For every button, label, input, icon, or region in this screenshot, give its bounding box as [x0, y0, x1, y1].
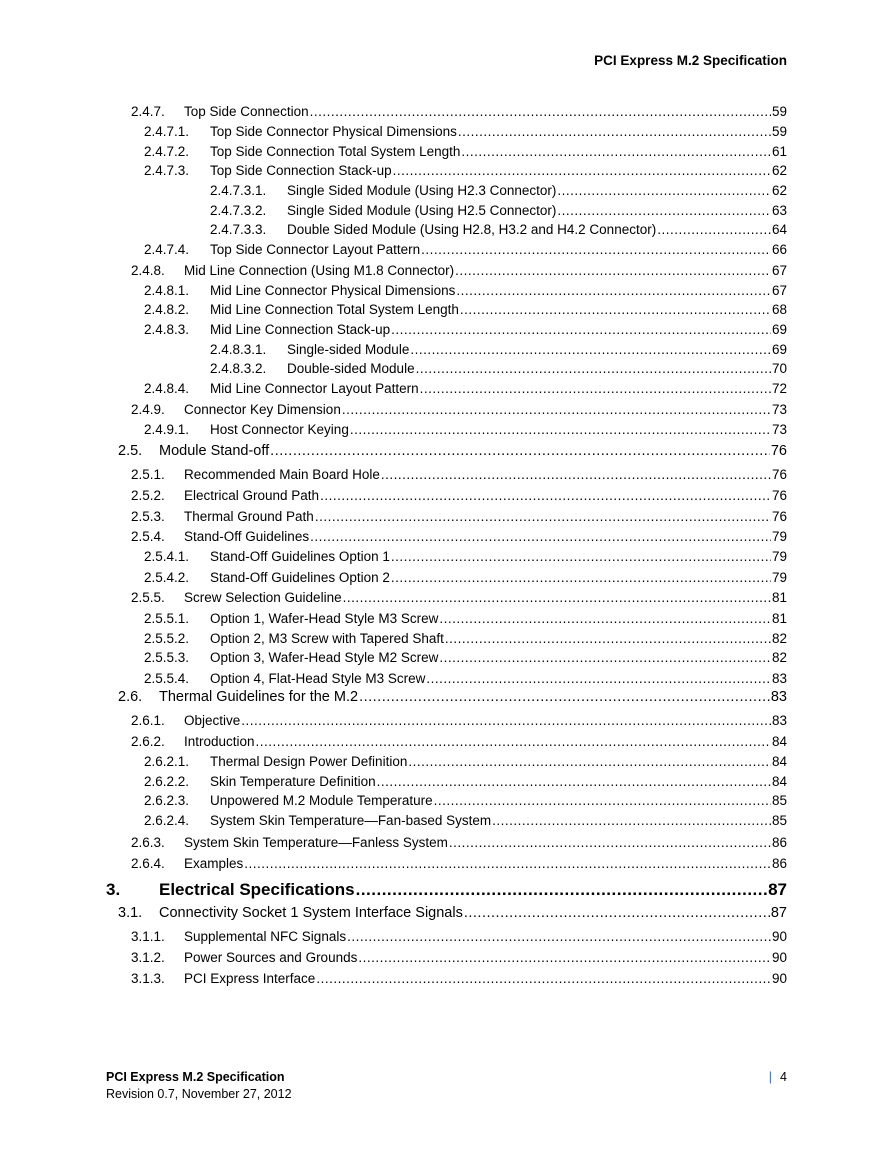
toc-entry[interactable]	[144, 570, 787, 585]
toc-entry-number: 2.5.4.2.	[144, 570, 190, 585]
toc-entry[interactable]	[144, 813, 787, 828]
toc-entry-title: Screw Selection Guideline	[184, 590, 342, 605]
footer-revision: Revision 0.7, November 27, 2012	[106, 1087, 292, 1101]
toc-entry-title: Mid Line Connector Layout Pattern	[210, 381, 419, 396]
toc-entry-title: PCI Express Interface	[184, 971, 316, 986]
toc-dot-leader	[445, 631, 771, 646]
toc-entry[interactable]	[144, 754, 787, 769]
toc-entry-page: 90	[771, 950, 787, 965]
toc-dot-leader	[310, 104, 771, 119]
toc-entry[interactable]	[131, 734, 787, 749]
toc-entry-page: 69	[771, 322, 787, 337]
toc-entry-page: 83	[771, 713, 787, 728]
toc-entry-page: 67	[771, 283, 787, 298]
toc-entry-page: 82	[771, 631, 787, 646]
toc-dot-leader	[416, 361, 771, 376]
toc-dot-leader	[439, 650, 771, 665]
toc-entry-title: Top Side Connection Stack-up	[210, 163, 392, 178]
toc-entry-title: Stand-Off Guidelines Option 2	[210, 570, 390, 585]
toc-entry-number: 2.5.5.	[131, 590, 165, 605]
toc-dot-leader	[439, 611, 771, 626]
toc-entry[interactable]	[131, 929, 787, 944]
toc-dot-leader	[241, 713, 771, 728]
toc-entry-page: 86	[771, 835, 787, 850]
toc-dot-leader	[356, 880, 767, 900]
toc-entry-page: 59	[771, 124, 787, 139]
toc-entry-page: 76	[770, 443, 787, 459]
toc-entry-page: 69	[771, 342, 787, 357]
toc-dot-leader	[426, 671, 771, 686]
toc-entry-title: Thermal Guidelines for the M.2	[159, 689, 359, 705]
toc-entry-number: 2.4.7.3.1.	[210, 183, 267, 198]
toc-entry[interactable]	[210, 183, 787, 198]
toc-dot-leader	[343, 590, 771, 605]
toc-dot-leader	[393, 163, 771, 178]
toc-entry-title: Mid Line Connection (Using M1.8 Connector)	[184, 263, 455, 278]
toc-entry[interactable]	[144, 650, 787, 665]
toc-entry-title: System Skin Temperature—Fan-based System	[210, 813, 492, 828]
toc-entry-page: 87	[770, 905, 787, 921]
toc-entry[interactable]	[144, 283, 787, 298]
toc-entry-number: 2.5.4.	[131, 529, 165, 544]
toc-entry-title: Examples	[184, 856, 244, 871]
toc-entry-title: Single Sided Module (Using H2.3 Connector)	[287, 183, 557, 198]
toc-dot-leader	[359, 689, 770, 705]
toc-entry-number: 2.6.	[118, 689, 143, 705]
toc-entry-page: 68	[771, 302, 787, 317]
toc-entry-page: 66	[771, 242, 787, 257]
toc-entry[interactable]	[131, 950, 787, 965]
toc-entry[interactable]	[131, 509, 787, 524]
toc-dot-leader	[434, 793, 771, 808]
page-header-title: PCI Express M.2 Specification	[594, 53, 787, 68]
toc-entry[interactable]	[131, 529, 787, 544]
toc-entry-title: Module Stand-off	[159, 443, 270, 459]
toc-entry-page: 87	[768, 880, 787, 899]
toc-entry-page: 61	[771, 144, 787, 159]
toc-entry-number: 2.4.9.1.	[144, 422, 190, 437]
toc-entry-number: 2.6.2.3.	[144, 793, 190, 808]
toc-dot-leader	[410, 342, 771, 357]
toc-dot-leader	[310, 529, 771, 544]
toc-entry-page: 76	[771, 488, 787, 503]
toc-entry-number: 2.4.8.3.2.	[210, 361, 267, 376]
toc-entry-number: 2.5.5.1.	[144, 611, 190, 626]
toc-entry[interactable]	[131, 263, 787, 278]
toc-entry-number: 3.1.3.	[131, 971, 165, 986]
toc-entry-page: 79	[771, 570, 787, 585]
toc-dot-leader	[381, 467, 771, 482]
toc-entry-number: 2.4.7.4.	[144, 242, 190, 257]
toc-entry-number: 2.5.5.4.	[144, 671, 190, 686]
toc-entry-number: 3.1.1.	[131, 929, 165, 944]
toc-dot-leader	[391, 549, 771, 564]
toc-dot-leader	[391, 570, 771, 585]
toc-entry-title: Double Sided Module (Using H2.8, H3.2 and H4.2 Connector)	[287, 222, 657, 237]
footer-document-title: PCI Express M.2 Specification	[106, 1070, 285, 1084]
toc-entry-number: 2.5.4.1.	[144, 549, 190, 564]
toc-entry[interactable]	[131, 590, 787, 605]
toc-entry[interactable]	[144, 302, 787, 317]
page-number: 4	[780, 1070, 787, 1084]
toc-entry-number: 2.4.7.1.	[144, 124, 190, 139]
toc-entry[interactable]	[131, 467, 787, 482]
toc-entry[interactable]	[144, 671, 787, 686]
toc-entry-number: 2.5.	[118, 443, 143, 459]
toc-entry-page: 90	[771, 971, 787, 986]
toc-entry[interactable]	[131, 402, 787, 417]
toc-dot-leader	[492, 813, 771, 828]
toc-entry-title: Electrical Ground Path	[184, 488, 320, 503]
toc-entry-number: 2.4.7.2.	[144, 144, 190, 159]
toc-entry-page: 64	[771, 222, 787, 237]
toc-entry[interactable]	[131, 971, 787, 986]
toc-entry-title: Option 1, Wafer-Head Style M3 Screw	[210, 611, 439, 626]
toc-entry[interactable]	[144, 549, 787, 564]
toc-dot-leader	[358, 950, 771, 965]
toc-entry-title: Single Sided Module (Using H2.5 Connector)	[287, 203, 557, 218]
toc-dot-leader	[408, 754, 771, 769]
toc-entry-title: Stand-Off Guidelines Option 1	[210, 549, 390, 564]
toc-entry-title: Option 2, M3 Screw with Tapered Shaft	[210, 631, 444, 646]
toc-entry-page: 83	[770, 689, 787, 705]
toc-entry-number: 2.5.5.3.	[144, 650, 190, 665]
toc-entry-title: Electrical Specifications	[159, 880, 355, 899]
toc-dot-leader	[456, 283, 771, 298]
toc-entry[interactable]	[144, 144, 787, 159]
toc-dot-leader	[350, 422, 771, 437]
toc-entry-number: 2.4.8.	[131, 263, 165, 278]
toc-dot-leader	[455, 263, 771, 278]
toc-entry-page: 81	[771, 590, 787, 605]
toc-entry-number: 2.6.2.4.	[144, 813, 190, 828]
toc-entry-number: 2.4.7.3.	[144, 163, 190, 178]
toc-entry-title: Connector Key Dimension	[184, 402, 341, 417]
toc-entry-number: 2.6.1.	[131, 713, 165, 728]
toc-entry-title: Stand-Off Guidelines	[184, 529, 310, 544]
toc-entry[interactable]	[144, 774, 787, 789]
toc-entry-page: 72	[771, 381, 787, 396]
toc-entry-number: 2.6.2.	[131, 734, 165, 749]
toc-entry-page: 86	[771, 856, 787, 871]
toc-entry-title: Option 3, Wafer-Head Style M2 Screw	[210, 650, 439, 665]
toc-dot-leader	[449, 835, 771, 850]
toc-dot-leader	[377, 774, 771, 789]
toc-entry[interactable]	[131, 856, 787, 871]
toc-entry-title: Top Side Connector Physical Dimensions	[210, 124, 457, 139]
toc-dot-leader	[391, 322, 771, 337]
toc-entry[interactable]	[144, 242, 787, 257]
toc-entry-title: Thermal Design Power Definition	[210, 754, 408, 769]
toc-entry-title: Host Connector Keying	[210, 422, 349, 437]
toc-entry-number: 3.1.2.	[131, 950, 165, 965]
footer-separator: |	[768, 1070, 773, 1084]
toc-entry-number: 2.6.3.	[131, 835, 165, 850]
toc-entry[interactable]	[131, 835, 787, 850]
toc-entry[interactable]	[210, 342, 787, 357]
toc-entry[interactable]	[144, 422, 787, 437]
toc-entry-page: 73	[771, 422, 787, 437]
toc-dot-leader	[557, 183, 771, 198]
toc-entry-title: Power Sources and Grounds	[184, 950, 358, 965]
toc-entry[interactable]	[106, 880, 787, 900]
toc-entry[interactable]	[144, 163, 787, 178]
toc-entry-number: 2.5.1.	[131, 467, 165, 482]
toc-entry-page: 84	[771, 734, 787, 749]
toc-entry-title: Introduction	[184, 734, 255, 749]
toc-entry-page: 85	[771, 813, 787, 828]
toc-entry-page: 62	[771, 163, 787, 178]
toc-entry-number: 2.5.5.2.	[144, 631, 190, 646]
toc-entry-page: 63	[771, 203, 787, 218]
toc-entry-title: Connectivity Socket 1 System Interface Signals	[159, 905, 463, 921]
toc-entry-number: 2.4.8.2.	[144, 302, 190, 317]
toc-dot-leader	[657, 222, 771, 237]
toc-dot-leader	[557, 203, 771, 218]
toc-dot-leader	[256, 734, 771, 749]
toc-entry[interactable]	[118, 443, 787, 459]
toc-entry-title: Option 4, Flat-Head Style M3 Screw	[210, 671, 426, 686]
toc-entry-page: 82	[771, 650, 787, 665]
toc-entry-number: 2.4.8.3.1.	[210, 342, 267, 357]
toc-entry-number: 2.4.8.3.	[144, 322, 190, 337]
toc-dot-leader	[320, 488, 771, 503]
toc-entry-page: 70	[771, 361, 787, 376]
toc-entry[interactable]	[144, 124, 787, 139]
toc-entry-title: Supplemental NFC Signals	[184, 929, 347, 944]
toc-dot-leader	[342, 402, 771, 417]
toc-entry-title: Objective	[184, 713, 241, 728]
toc-dot-leader	[421, 242, 771, 257]
toc-entry-title: Mid Line Connection Stack-up	[210, 322, 391, 337]
toc-entry-title: Skin Temperature Definition	[210, 774, 376, 789]
toc-entry-title: Double-sided Module	[287, 361, 415, 376]
toc-dot-leader	[244, 856, 771, 871]
footer-page-number	[769, 1070, 787, 1084]
toc-entry-number: 2.4.9.	[131, 402, 165, 417]
toc-entry[interactable]	[131, 713, 787, 728]
toc-entry-title: Recommended Main Board Hole	[184, 467, 380, 482]
toc-entry-number: 2.6.2.2.	[144, 774, 190, 789]
toc-entry[interactable]	[118, 905, 787, 921]
toc-entry[interactable]	[144, 611, 787, 626]
toc-entry[interactable]	[144, 631, 787, 646]
toc-dot-leader	[458, 124, 771, 139]
toc-entry-title: Unpowered M.2 Module Temperature	[210, 793, 433, 808]
toc-entry-page: 76	[771, 467, 787, 482]
toc-entry-page: 84	[771, 774, 787, 789]
toc-entry-page: 62	[771, 183, 787, 198]
toc-dot-leader	[420, 381, 771, 396]
toc-dot-leader	[460, 302, 771, 317]
toc-entry-page: 76	[771, 509, 787, 524]
toc-entry[interactable]	[144, 322, 787, 337]
toc-entry-number: 2.4.8.1.	[144, 283, 190, 298]
toc-entry-page: 67	[771, 263, 787, 278]
toc-entry[interactable]	[144, 793, 787, 808]
toc-entry-title: Thermal Ground Path	[184, 509, 314, 524]
toc-entry[interactable]	[131, 104, 787, 119]
toc-entry-number: 2.6.4.	[131, 856, 165, 871]
toc-entry-title: Top Side Connection	[184, 104, 309, 119]
toc-entry-number: 2.5.2.	[131, 488, 165, 503]
toc-entry[interactable]	[131, 488, 787, 503]
toc-entry-number: 3.1.	[118, 905, 143, 921]
toc-entry-number: 2.4.7.	[131, 104, 165, 119]
toc-entry-number: 2.5.3.	[131, 509, 165, 524]
toc-entry[interactable]	[210, 203, 787, 218]
toc-entry-page: 81	[771, 611, 787, 626]
toc-entry[interactable]	[118, 689, 787, 705]
toc-entry[interactable]	[210, 361, 787, 376]
toc-dot-leader	[464, 905, 770, 921]
toc-dot-leader	[270, 443, 770, 459]
toc-dot-leader	[316, 971, 771, 986]
toc-entry-number: 2.6.2.1.	[144, 754, 190, 769]
toc-entry-page: 90	[771, 929, 787, 944]
toc-entry[interactable]	[210, 222, 787, 237]
toc-entry-title: Mid Line Connection Total System Length	[210, 302, 459, 317]
toc-entry-title: System Skin Temperature—Fanless System	[184, 835, 448, 850]
toc-dot-leader	[461, 144, 771, 159]
toc-entry-page: 59	[771, 104, 787, 119]
toc-entry-page: 83	[771, 671, 787, 686]
toc-entry-number: 3.	[106, 880, 121, 899]
toc-entry-page: 79	[771, 529, 787, 544]
toc-dot-leader	[315, 509, 771, 524]
toc-entry-number: 2.4.7.3.2.	[210, 203, 267, 218]
toc-entry-page: 85	[771, 793, 787, 808]
toc-entry-page: 73	[771, 402, 787, 417]
toc-dot-leader	[347, 929, 771, 944]
toc-entry-title: Single-sided Module	[287, 342, 410, 357]
toc-entry-title: Mid Line Connector Physical Dimensions	[210, 283, 456, 298]
toc-entry-number: 2.4.8.4.	[144, 381, 190, 396]
toc-entry-title: Top Side Connector Layout Pattern	[210, 242, 421, 257]
toc-entry[interactable]	[144, 381, 787, 396]
toc-entry-page: 79	[771, 549, 787, 564]
toc-entry-number: 2.4.7.3.3.	[210, 222, 267, 237]
toc-entry-title: Top Side Connection Total System Length	[210, 144, 461, 159]
toc-entry-page: 84	[771, 754, 787, 769]
